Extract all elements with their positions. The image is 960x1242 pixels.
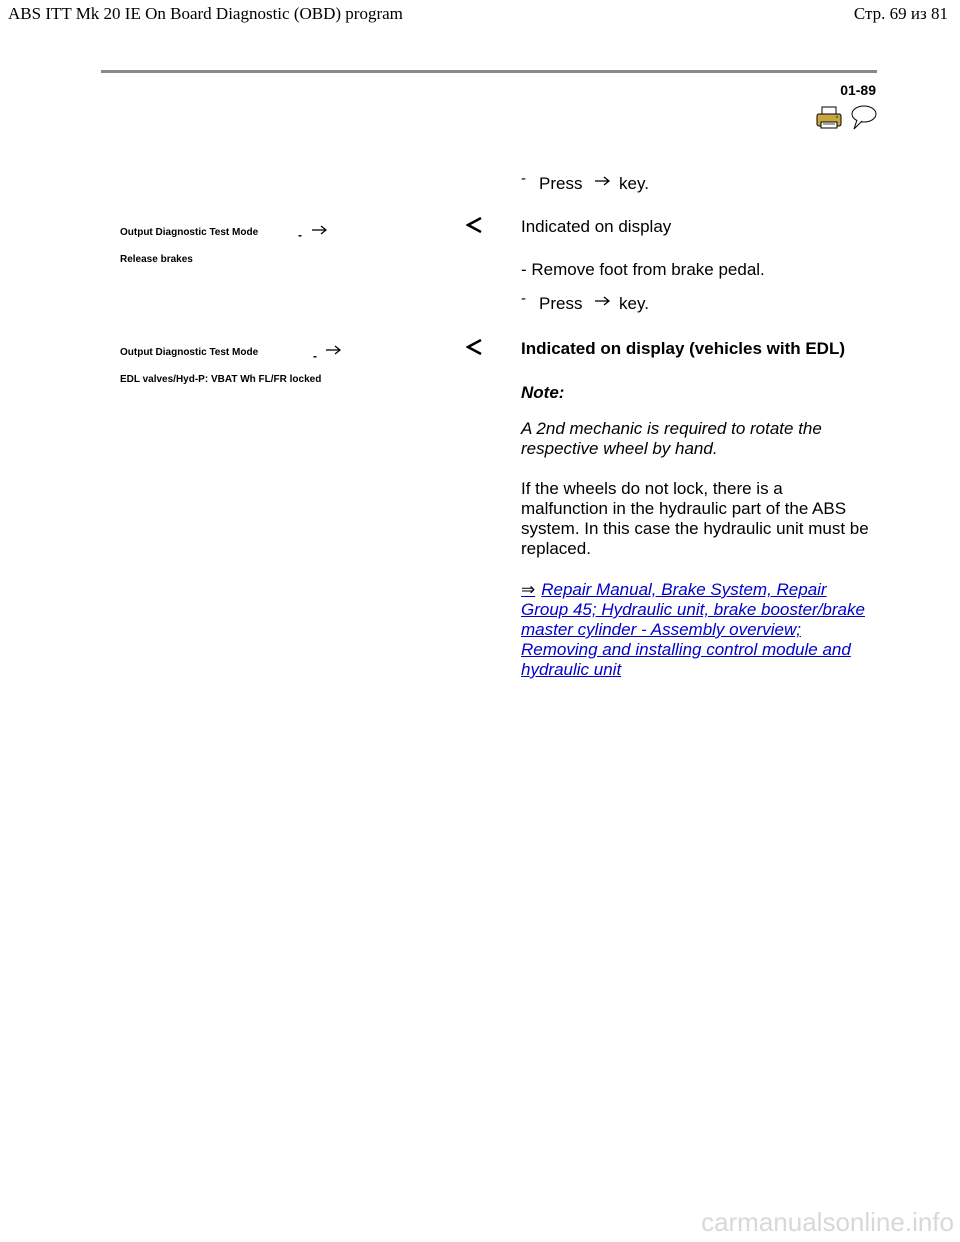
display-line: Release brakes	[120, 254, 193, 265]
page-code: 01-89	[840, 82, 876, 98]
display-heading: Indicated on display	[521, 217, 672, 236]
right-arrow-icon	[594, 176, 610, 186]
display-line: EDL valves/Hyd-P: VBAT Wh FL/FR locked	[120, 374, 322, 385]
repair-manual-link-text[interactable]: Repair Manual, Brake System, Repair Group 45; Hydraulic unit, brake booster/brake master cylinder - Assembly overview; Removing and installing control module and hydraulic unit	[521, 580, 865, 679]
key-label: key.	[619, 294, 649, 313]
note-title: Note:	[521, 383, 565, 402]
right-arrow-icon	[311, 225, 327, 235]
printer-icon[interactable]	[816, 106, 842, 130]
step-dash: -	[521, 290, 526, 307]
watermark: carmanualsonline.info	[701, 1207, 954, 1237]
header-divider	[101, 70, 877, 73]
press-instruction: Press	[539, 294, 583, 313]
press-instruction: Press	[539, 174, 583, 193]
page-indicator: Стр. 69 из 81	[853, 4, 948, 23]
pointer-left-icon	[466, 217, 482, 233]
body-paragraph: If the wheels do not lock, there is a malfunction in the hydraulic part of the ABS system. In this case the hydraulic unit must be replaced.	[521, 479, 869, 558]
right-arrow-icon	[594, 296, 610, 306]
display-heading: Indicated on display (vehicles with EDL)	[521, 339, 846, 358]
reference-arrow-icon: ⇒	[521, 580, 536, 599]
display-line: Output Diagnostic Test Mode	[120, 347, 259, 358]
display-dash: -	[313, 349, 317, 363]
remove-foot-instruction: - Remove foot from brake pedal.	[521, 260, 765, 279]
speech-bubble-icon[interactable]	[848, 104, 878, 130]
key-label: key.	[619, 174, 649, 193]
display-line: Output Diagnostic Test Mode	[120, 227, 259, 238]
right-arrow-icon	[325, 345, 341, 355]
pointer-left-icon	[466, 339, 482, 355]
document-title: ABS ITT Mk 20 IE On Board Diagnostic (OBD) program	[8, 4, 403, 23]
repair-manual-link[interactable]	[521, 580, 871, 680]
display-dash: -	[298, 228, 302, 242]
step-dash: -	[521, 170, 526, 187]
note-text: A 2nd mechanic is required to rotate the respective wheel by hand.	[521, 419, 822, 458]
